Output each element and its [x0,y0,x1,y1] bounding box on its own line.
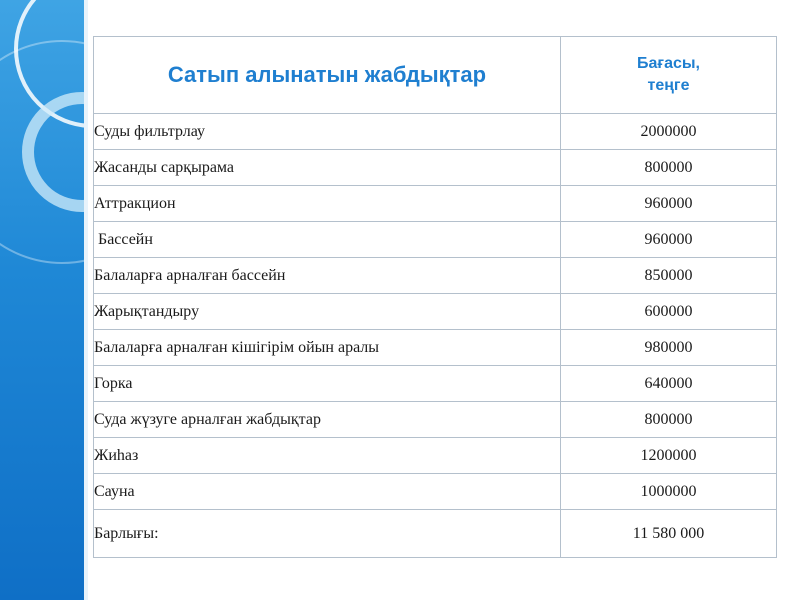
total-label: Барлығы: [94,510,561,558]
item-price: 640000 [561,366,777,402]
price-column-header [561,37,777,114]
item-price: 960000 [561,186,777,222]
item-price: 980000 [561,330,777,366]
item-name: Жасанды сарқырама [94,150,561,186]
table-row [94,330,777,366]
total-row [94,510,777,558]
item-price: 960000 [561,222,777,258]
item-price: 1000000 [561,474,777,510]
item-name: Сауна [94,474,561,510]
table-header-row [94,37,777,114]
item-price: 1200000 [561,438,777,474]
equipment-price-table [93,36,777,558]
table-row [94,114,777,150]
item-price: 850000 [561,258,777,294]
table-row [94,474,777,510]
item-price: 2000000 [561,114,777,150]
price-header-line2: теңге [647,77,690,94]
item-name: Балаларға арналған бассейн [94,258,561,294]
item-name: Суда жүзуге арналған жабдықтар [94,402,561,438]
item-name: Балаларға арналған кішігірім ойын аралы [94,330,561,366]
table-row [94,150,777,186]
item-name: Жиһаз [94,438,561,474]
sidebar-edge [84,0,88,600]
item-name: Аттракцион [94,186,561,222]
table-row [94,258,777,294]
item-name: Горка [94,366,561,402]
table-row [94,402,777,438]
price-header-line1: Бағасы, [637,55,700,72]
decorative-sidebar [0,0,88,600]
item-name: Бассейн [94,222,561,258]
item-name: Суды фильтрлау [94,114,561,150]
items-column-header: Сатып алынатын жабдықтар [94,37,561,114]
table-row [94,294,777,330]
table-row [94,186,777,222]
item-price: 800000 [561,402,777,438]
item-price: 800000 [561,150,777,186]
total-value: 11 580 000 [561,510,777,558]
item-price: 600000 [561,294,777,330]
table-row [94,438,777,474]
table-row [94,366,777,402]
table-row [94,222,777,258]
item-name: Жарықтандыру [94,294,561,330]
